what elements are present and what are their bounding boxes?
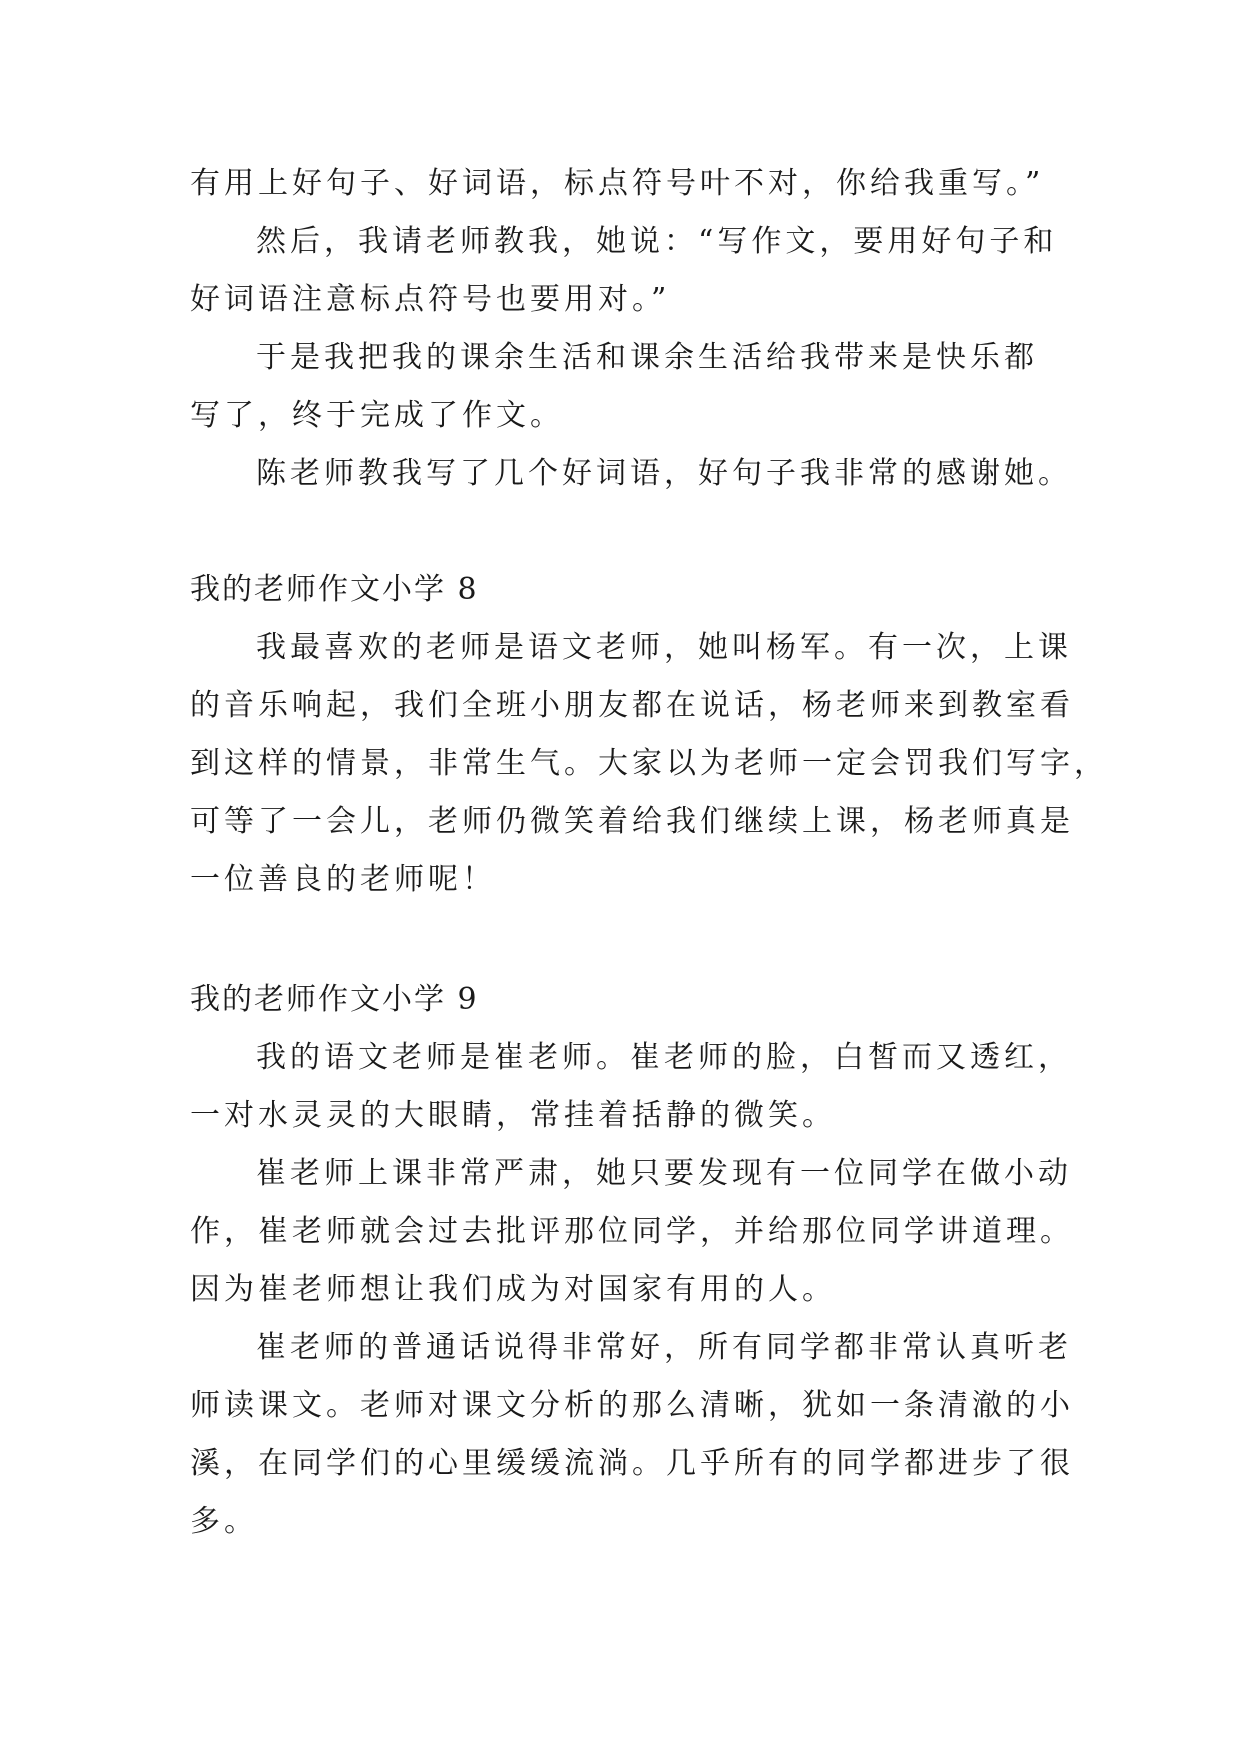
paragraph-line: 的音乐响起，我们全班小朋友都在说话，杨老师来到教室看 xyxy=(190,688,1074,723)
paragraph-line: 于是我把我的课余生活和课余生活给我带来是快乐都 xyxy=(256,340,1038,375)
paragraph-line: 师读课文。老师对课文分析的那么清晰，犹如一条清澈的小 xyxy=(190,1388,1074,1423)
paragraph-line: 写了，终于完成了作文。 xyxy=(190,398,564,433)
paragraph-line: 好词语注意标点符号也要用对。” xyxy=(190,282,671,317)
intro-section xyxy=(190,155,1070,503)
paragraph-line: 然后，我请老师教我，她说：“写作文，要用好句子和 xyxy=(256,224,1058,259)
paragraph-line: 溪，在同学们的心里缓缓流淌。几乎所有的同学都进步了很 xyxy=(190,1446,1074,1481)
paragraph-line: 可等了一会儿，老师仍微笑着给我们继续上课，杨老师真是 xyxy=(190,804,1074,839)
paragraph-line: 陈老师教我写了几个好词语，好句子我非常的感谢她。 xyxy=(256,456,1072,491)
paragraph-line: 因为崔老师想让我们成为对国家有用的人。 xyxy=(190,1272,836,1307)
essay-section-8 xyxy=(190,561,1108,909)
paragraph-line: 崔老师上课非常严肃，她只要发现有一位同学在做小动 xyxy=(256,1156,1072,1191)
paragraph-line: 一对水灵灵的大眼睛，常挂着括静的微笑。 xyxy=(190,1098,836,1133)
paragraph-line: 一位善良的老师呢！ xyxy=(190,862,496,897)
paragraph-line: 有用上好句子、好词语，标点符号叶不对，你给我重写。” xyxy=(190,166,1045,201)
section-title: 我的老师作文小学 8 xyxy=(190,572,479,607)
section-title: 我的老师作文小学 9 xyxy=(190,982,479,1017)
paragraph-line: 我的语文老师是崔老师。崔老师的脸，白皙而又透红， xyxy=(256,1040,1072,1075)
essay-section-9 xyxy=(190,971,1074,1551)
paragraph-line: 我最喜欢的老师是语文老师，她叫杨军。有一次，上课 xyxy=(256,630,1072,665)
paragraph-line: 作，崔老师就会过去批评那位同学，并给那位同学讲道理。 xyxy=(190,1214,1074,1249)
paragraph-line: 多。 xyxy=(190,1504,258,1539)
paragraph-line: 崔老师的普通话说得非常好，所有同学都非常认真听老 xyxy=(256,1330,1072,1365)
paragraph-line: 到这样的情景，非常生气。大家以为老师一定会罚我们写字， xyxy=(190,746,1108,781)
document-body xyxy=(190,155,1108,1551)
